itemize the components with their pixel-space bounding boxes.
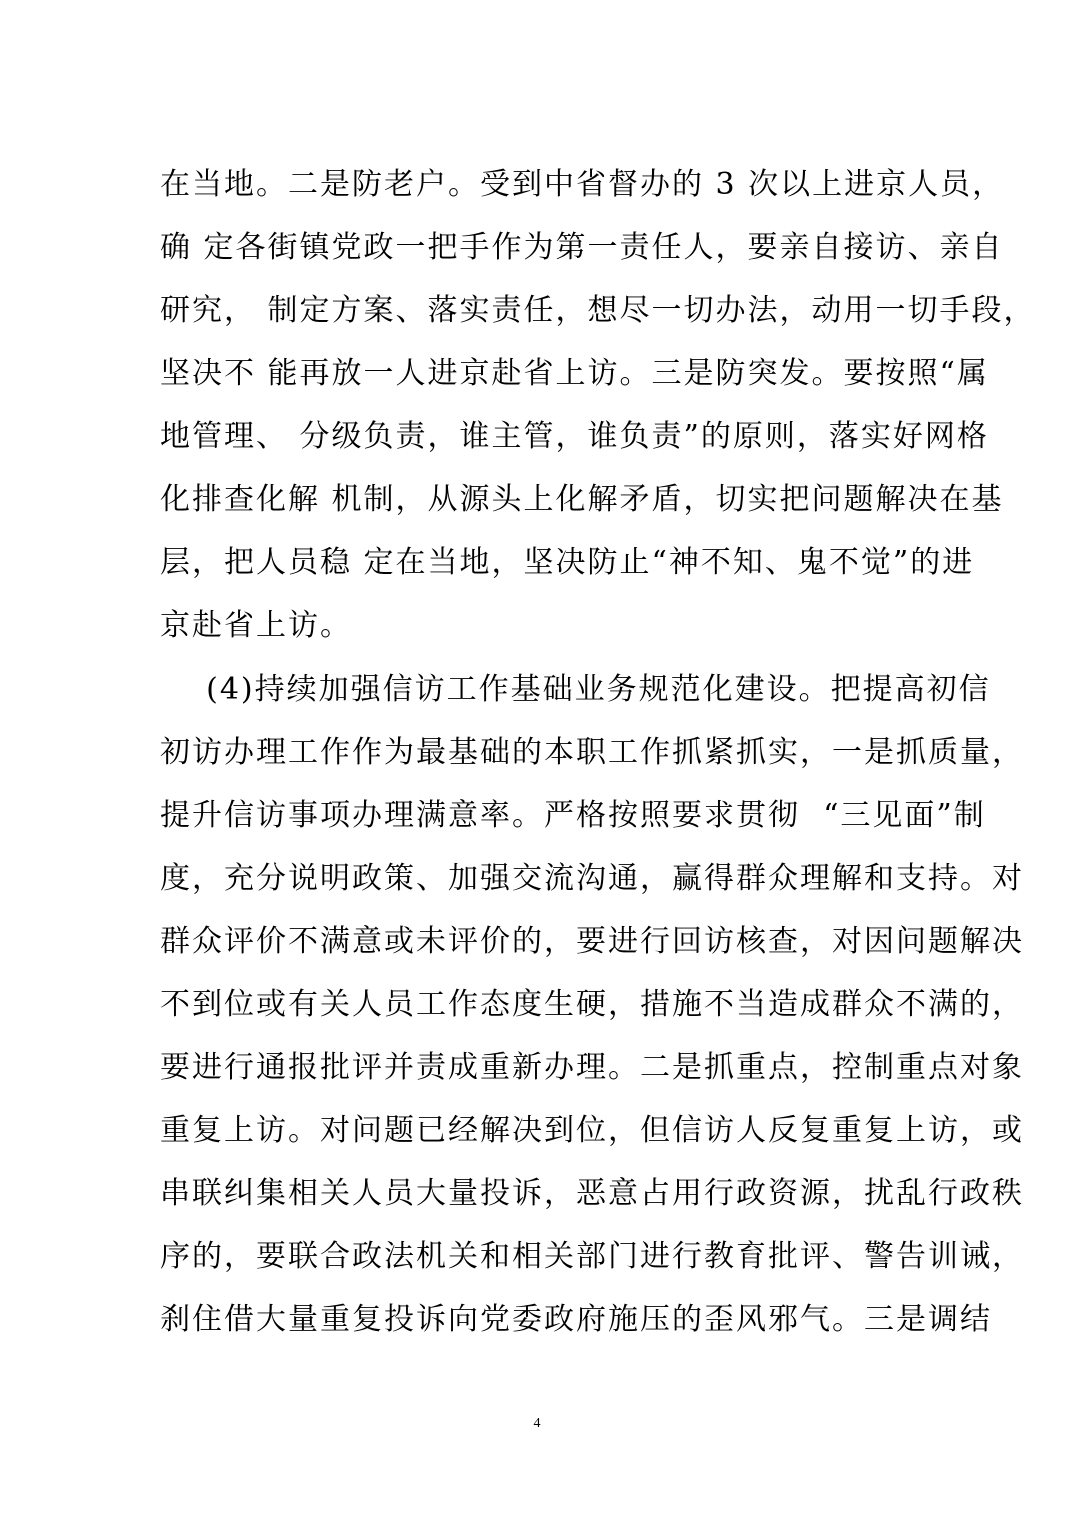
text-line: 要进行通报批评并责成重新办理。二是抓重点，控制重点对象 bbox=[160, 1050, 1024, 1085]
text-line: 刹住借大量重复投诉向党委政府施压的歪风邪气。三是调结 bbox=[160, 1302, 992, 1337]
text-line: 层，把人员稳 定在当地，坚决防止“神不知、鬼不觉”的进 bbox=[160, 545, 975, 580]
text-line: 初访办理工作作为最基础的本职工作抓紧抓实，一是抓质量， bbox=[160, 735, 1024, 770]
text-line: 序的，要联合政法机关和相关部门进行教育批评、警告训诫， bbox=[160, 1239, 1024, 1274]
text-line: 度，充分说明政策、加强交流沟通，赢得群众理解和支持。对 bbox=[160, 861, 1024, 896]
text-line: 在当地。二是防老户。受到中省督办的 3 次以上进京人员， bbox=[160, 167, 1005, 202]
paragraph-heading-line: (4)持续加强信访工作基础业务规范化建设。把提高初信 bbox=[160, 672, 991, 707]
text-line: 提升信访事项办理满意率。严格按照要求贯彻 “三见面”制 bbox=[160, 798, 986, 833]
text-line: 串联纠集相关人员大量投诉，恶意占用行政资源，扰乱行政秩 bbox=[160, 1176, 1024, 1211]
text-line: 群众评价不满意或未评价的，要进行回访核查，对因问题解决 bbox=[160, 924, 1024, 959]
text-line: 坚决不 能再放一人进京赴省上访。三是防突发。要按照“属 bbox=[160, 356, 989, 391]
text-line: 化排查化解 机制，从源头上化解矛盾，切实把问题解决在基 bbox=[160, 482, 1004, 517]
page-number: 4 bbox=[533, 1416, 541, 1431]
text-line: 重复上访。对问题已经解决到位，但信访人反复重复上访，或 bbox=[160, 1113, 1024, 1148]
text-line: 地管理、 分级负责，谁主管，谁负责”的原则，落实好网格 bbox=[160, 419, 989, 454]
text-line: 确 定各街镇党政一把手作为第一责任人，要亲自接访、亲自 bbox=[160, 230, 1004, 265]
text-line: 研究， 制定方案、落实责任，想尽一切办法，动用一切手段， bbox=[160, 293, 1036, 328]
text-line: 不到位或有关人员工作态度生硬，措施不当造成群众不满的， bbox=[160, 987, 1024, 1022]
text-line: 京赴省上访。 bbox=[160, 608, 352, 643]
